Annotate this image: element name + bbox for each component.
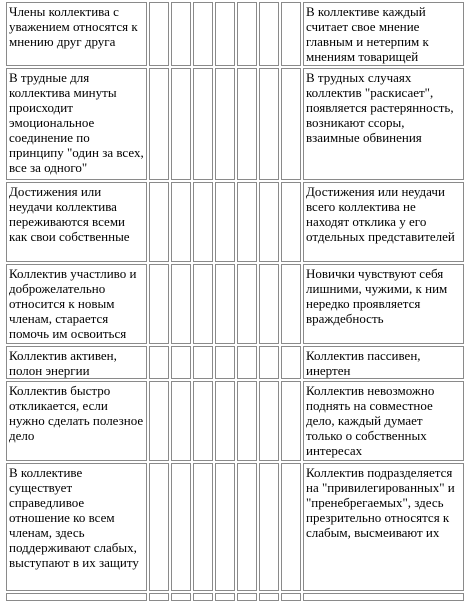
- rating-cell-4[interactable]: [215, 346, 235, 379]
- rating-cell-3[interactable]: [193, 2, 213, 66]
- negative-statement: Коллектив пассивен, инертен: [303, 346, 464, 379]
- rating-cell-4[interactable]: [215, 593, 235, 601]
- rating-cell-1[interactable]: [149, 2, 169, 66]
- rating-cell-6[interactable]: [259, 264, 279, 344]
- rating-cell-6[interactable]: [259, 381, 279, 461]
- rating-cell-7[interactable]: [281, 2, 301, 66]
- rating-cell-2[interactable]: [171, 2, 191, 66]
- negative-statement: Новички чувствуют себя лишними, чужими, к ним нередко проявляется враждебность: [303, 264, 464, 344]
- rating-cell-2[interactable]: [171, 463, 191, 591]
- rating-cell-7[interactable]: [281, 264, 301, 344]
- positive-statement: В трудные для коллектива минуты происходит эмоциональное соединение по принципу "один за всех, все за одного": [6, 68, 147, 180]
- rating-cell-7[interactable]: [281, 346, 301, 379]
- rating-cell-6[interactable]: [259, 182, 279, 262]
- rating-cell-3[interactable]: [193, 264, 213, 344]
- rating-cell-7[interactable]: [281, 182, 301, 262]
- table-row: [6, 463, 464, 591]
- table-row: [6, 381, 464, 461]
- rating-cell-7[interactable]: [281, 381, 301, 461]
- negative-statement: Коллектив подразделяется на "привилегированных" и "пренебрегаемых", здесь презрительно относятся к слабым, высмеивают их: [303, 463, 464, 591]
- positive-statement: Коллектив участливо и доброжелательно относится к новым членам, старается помочь им освоиться: [6, 264, 147, 344]
- rating-cell-6[interactable]: [259, 68, 279, 180]
- rating-cell-7[interactable]: [281, 593, 301, 601]
- rating-cell-1[interactable]: [149, 182, 169, 262]
- rating-cell-6[interactable]: [259, 463, 279, 591]
- rating-cell-6[interactable]: [259, 2, 279, 66]
- rating-cell-5[interactable]: [237, 346, 257, 379]
- positive-statement: Члены коллектива с уважением относятся к мнению друг друга: [6, 2, 147, 66]
- rating-cell-2[interactable]: [171, 182, 191, 262]
- rating-cell-3[interactable]: [193, 68, 213, 180]
- rating-cell-5[interactable]: [237, 182, 257, 262]
- table-row-partial: [6, 593, 464, 601]
- rating-cell-4[interactable]: [215, 68, 235, 180]
- rating-cell-5[interactable]: [237, 68, 257, 180]
- positive-statement: Достижения или неудачи коллектива переживаются всеми как свои собственные: [6, 182, 147, 262]
- rating-cell-5[interactable]: [237, 463, 257, 591]
- rating-cell-4[interactable]: [215, 381, 235, 461]
- rating-cell-2[interactable]: [171, 381, 191, 461]
- rating-cell-6[interactable]: [259, 593, 279, 601]
- rating-cell-2[interactable]: [171, 346, 191, 379]
- negative-statement: В коллективе каждый считает свое мнение главным и нетерпим к мнениям товарищей: [303, 2, 464, 66]
- rating-cell-2[interactable]: [171, 68, 191, 180]
- rating-cell-4[interactable]: [215, 264, 235, 344]
- rating-cell-3[interactable]: [193, 593, 213, 601]
- rating-cell-2[interactable]: [171, 593, 191, 601]
- negative-statement: В трудных случаях коллектив "раскисает", появляется растерянность, возникают ссоры, взаимные обвинения: [303, 68, 464, 180]
- negative-statement: Коллектив невозможно поднять на совместное дело, каждый думает только о собственных интересах: [303, 381, 464, 461]
- rating-cell-5[interactable]: [237, 2, 257, 66]
- rating-cell-1[interactable]: [149, 68, 169, 180]
- rating-cell-7[interactable]: [281, 68, 301, 180]
- rating-cell-7[interactable]: [281, 463, 301, 591]
- positive-statement: В коллективе существует справедливое отношение ко всем членам, здесь поддерживают слабых, выступают в их защиту: [6, 463, 147, 591]
- rating-cell-4[interactable]: [215, 463, 235, 591]
- rating-cell-1[interactable]: [149, 381, 169, 461]
- rating-cell-1[interactable]: [149, 593, 169, 601]
- rating-cell-5[interactable]: [237, 381, 257, 461]
- partial-cell: [303, 593, 464, 601]
- rating-cell-4[interactable]: [215, 2, 235, 66]
- table-row: [6, 346, 464, 379]
- table-row: [6, 182, 464, 262]
- rating-cell-3[interactable]: [193, 182, 213, 262]
- rating-cell-4[interactable]: [215, 182, 235, 262]
- table-row: [6, 2, 464, 66]
- rating-cell-1[interactable]: [149, 264, 169, 344]
- rating-cell-1[interactable]: [149, 346, 169, 379]
- negative-statement: Достижения или неудачи всего коллектива не находят отклика у его отдельных представителей: [303, 182, 464, 262]
- positive-statement: Коллектив активен, полон энергии: [6, 346, 147, 379]
- table-row: [6, 68, 464, 180]
- rating-cell-3[interactable]: [193, 463, 213, 591]
- partial-cell: [6, 593, 147, 601]
- rating-cell-5[interactable]: [237, 264, 257, 344]
- positive-statement: Коллектив быстро откликается, если нужно сделать полезное дело: [6, 381, 147, 461]
- rating-cell-1[interactable]: [149, 463, 169, 591]
- rating-cell-3[interactable]: [193, 381, 213, 461]
- rating-scale-table: [4, 0, 466, 603]
- rating-cell-6[interactable]: [259, 346, 279, 379]
- rating-cell-3[interactable]: [193, 346, 213, 379]
- rating-cell-2[interactable]: [171, 264, 191, 344]
- rating-cell-5[interactable]: [237, 593, 257, 601]
- table-row: [6, 264, 464, 344]
